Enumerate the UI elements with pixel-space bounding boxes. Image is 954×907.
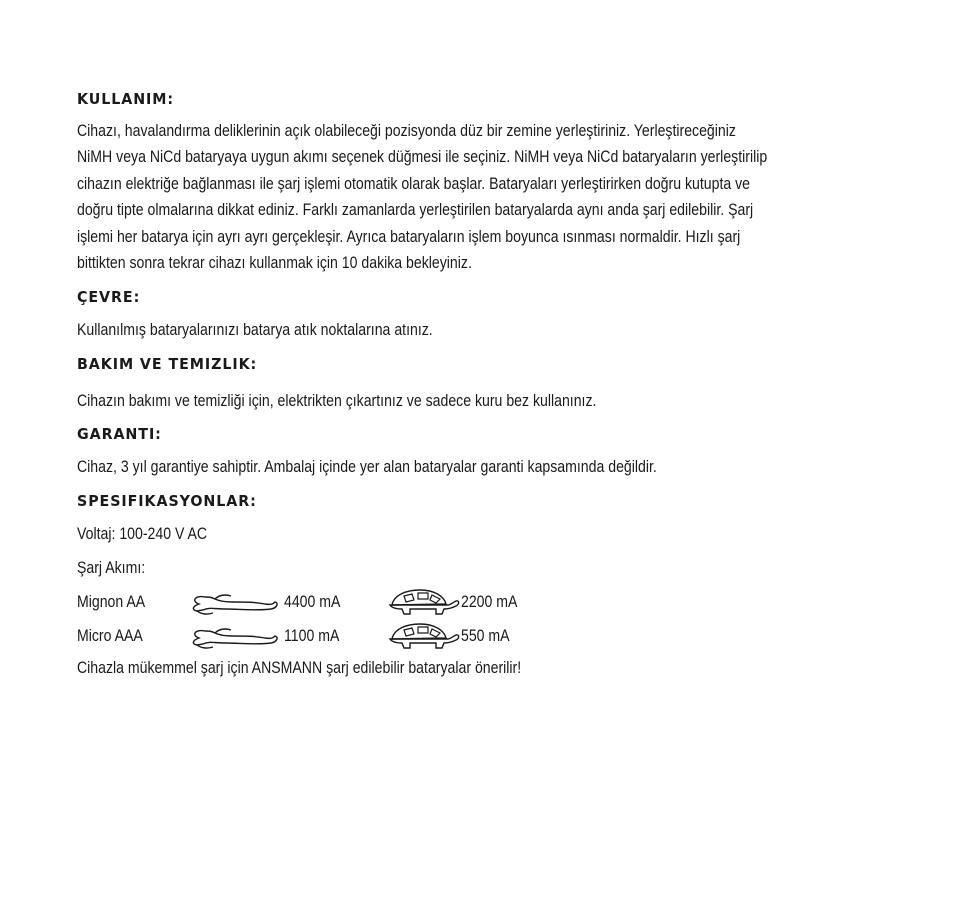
- usage-line: işlemi her batarya için ayrı ayrı gerçekleşir. Ayrıca bataryaların işlem boyunca ısınması normaldir. Hızlı şarj: [77, 227, 741, 246]
- environment-text: Kullanılmış bataryalarınızı batarya atık noktalarına atınız.: [77, 321, 433, 340]
- usage-line: NiMH veya NiCd bataryaya uygun akımı seçenek düğmesi ile seçiniz. NiMH veya NiCd bataryaların yerleştirilip: [77, 148, 768, 167]
- battery-name: Micro AAA: [77, 627, 143, 646]
- charge-current-label: Şarj Akımı:: [77, 559, 146, 578]
- recommendation-text: Cihazla mükemmel şarj için ANSMANN şarj edilebilir bataryalar önerilir!: [77, 659, 522, 678]
- warranty-text: Cihaz, 3 yıl garantiye sahiptir. Ambalaj içinde yer alan bataryalar garanti kapsamında değildir.: [77, 458, 657, 477]
- section-heading-warranty: GARANTI:: [77, 425, 162, 444]
- slow-current: 550 mA: [461, 627, 510, 646]
- usage-line: Cihazı, havalandırma deliklerinin açık olabileceği pozisyonda düz bir zemine yerleştiriniz. Yerleştireceğiniz: [77, 122, 736, 140]
- voltage-text: Voltaj: 100-240 V AC: [77, 524, 208, 543]
- fast-current: 1100 mA: [284, 627, 340, 646]
- usage-line: bittikten sonra tekrar cihazı kullanmak için 10 dakika bekleyiniz.: [77, 254, 472, 273]
- fast-current: 4400 mA: [284, 593, 341, 612]
- hare-icon: [185, 589, 281, 617]
- section-heading-usage: KULLANIM:: [77, 90, 175, 108]
- manual-page: [77, 88, 887, 682]
- maintenance-text: Cihazın bakımı ve temizliği için, elektrikten çıkartınız ve sadece kuru bez kullanınız.: [77, 391, 597, 410]
- battery-name: Mignon AA: [77, 593, 146, 612]
- hare-icon: [185, 623, 281, 651]
- turtle-icon: [384, 621, 460, 651]
- spec-row-aaa: [77, 619, 887, 653]
- section-heading-environment: ÇEVRE:: [77, 288, 141, 307]
- spec-row-aa: [77, 585, 887, 619]
- turtle-icon: [384, 587, 460, 617]
- usage-line: doğru tipte olmalarına dikkat ediniz. Farklı zamanlarda yerleştirilen bataryalarda aynı anda şarj edilebilir. Şarj: [77, 201, 754, 220]
- section-heading-specifications: SPESIFIKASYONLAR:: [77, 491, 257, 510]
- section-heading-maintenance: BAKIM VE TEMIZLIK:: [77, 354, 258, 373]
- slow-current: 2200 mA: [461, 593, 518, 612]
- usage-line: cihazın elektriğe bağlanması ile şarj işlemi otomatik olarak başlar. Bataryaları yerleştirirken doğru kutupta ve: [77, 174, 751, 193]
